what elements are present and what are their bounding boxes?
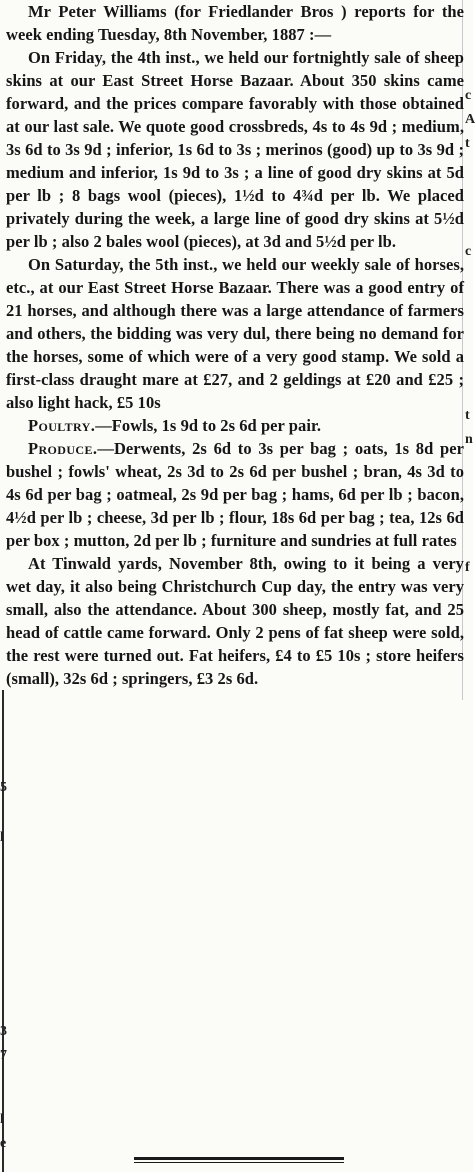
produce-prices: —Derwents, 2s 6d to 3s per bag ; oats, 1s 8d per bushel ; fowls' wheat, 2s 3d to 2s 6d per bushel ; bran, 4s 3d to 4s 6d per bag ; oatmeal, 2s 9d per bag ; hams, 6d per lb ; bacon, 4½d per lb ; cheese, 3d per lb ; flour, 18s 6d per bag ; tea, 12s 6d per box ; mutton, 2d per lb ; furniture and sundries at full rates (6, 439, 464, 550)
paragraph-skins-sale: On Friday, the 4th inst., we held our fortnightly sale of sheep skins at our East Street Horse Bazaar. About 350 skins came forward, and the prices compare favorably with those obtained at our last sale. We quote good crossbreds, 4s to 4s 9d ; medium, 3s 6d to 3s 9d ; inferior, 1s 6d to 3s ; merinos (good) up to 3s 9d ; medium and inferior, 1s 9d to 3s ; a line of good dry skins at 5d per lb ; 8 bags wool (pieces), 1½d to 4¾d per lb. We placed privately during the week, a large line of good dry skins at 5½d per lb ; also 2 bales wool (pieces), at 3d and 5½d per lb. (6, 48, 464, 251)
produce-heading: Produce. (28, 439, 98, 458)
paragraph-tinwald-yards: At Tinwald yards, November 8th, owing to it being a very wet day, it also being Christchurch Cup day, the entry was very small, also the attendance. About 300 sheep, mostly fat, and 25 head of cattle came forward. Only 2 pens of fat sheep were sold, the rest were turned out. Fat heifers, £4 to £5 10s ; store heifers (small), 32s 6d ; springers, £3 2s 6d. (6, 554, 464, 688)
article-intro: Mr Peter Williams (for Friedlander Bros ) reports for the week ending Tuesday, 8th November, 1887 :— (6, 2, 464, 44)
right-margin-fragment: A (465, 112, 475, 127)
left-margin-fragment: l (0, 830, 4, 845)
right-margin-fragment: c (465, 244, 472, 259)
left-margin-fragment: 3 (0, 1024, 7, 1039)
left-margin-fragment: 7 (0, 1048, 7, 1063)
right-margin-fragment: t (465, 136, 470, 151)
poultry-heading: Poultry. (28, 416, 96, 435)
right-margin-fragment: n (465, 432, 473, 447)
left-margin-fragment: 5 (0, 780, 7, 795)
paragraph-poultry (6, 414, 464, 437)
right-margin-fragment: c (465, 88, 472, 103)
closing-rule-ornament (134, 1154, 344, 1166)
right-margin-fragment: t (465, 408, 470, 423)
article-column (6, 0, 464, 690)
left-margin-fragment: e (0, 1136, 7, 1151)
left-margin-fragment: l (0, 1112, 4, 1127)
poultry-prices: —Fowls, 1s 9d to 2s 6d per pair. (95, 416, 321, 435)
right-margin-fragment: f (465, 560, 470, 575)
paragraph-produce (6, 437, 464, 552)
left-column-rule (0, 690, 7, 1172)
paragraph-horses-sale: On Saturday, the 5th inst., we held our weekly sale of horses, etc., at our East Street Horse Bazaar. There was a good entry of 21 horses, and although there was a large attendance of farmers and others, the bidding was very dul, there being no demand for the horses, some of which were of a very good stamp. We sold a first-class draught mare at £27, and 2 geldings at £20 and £25 ; also light hack, £5 10s (6, 255, 464, 412)
